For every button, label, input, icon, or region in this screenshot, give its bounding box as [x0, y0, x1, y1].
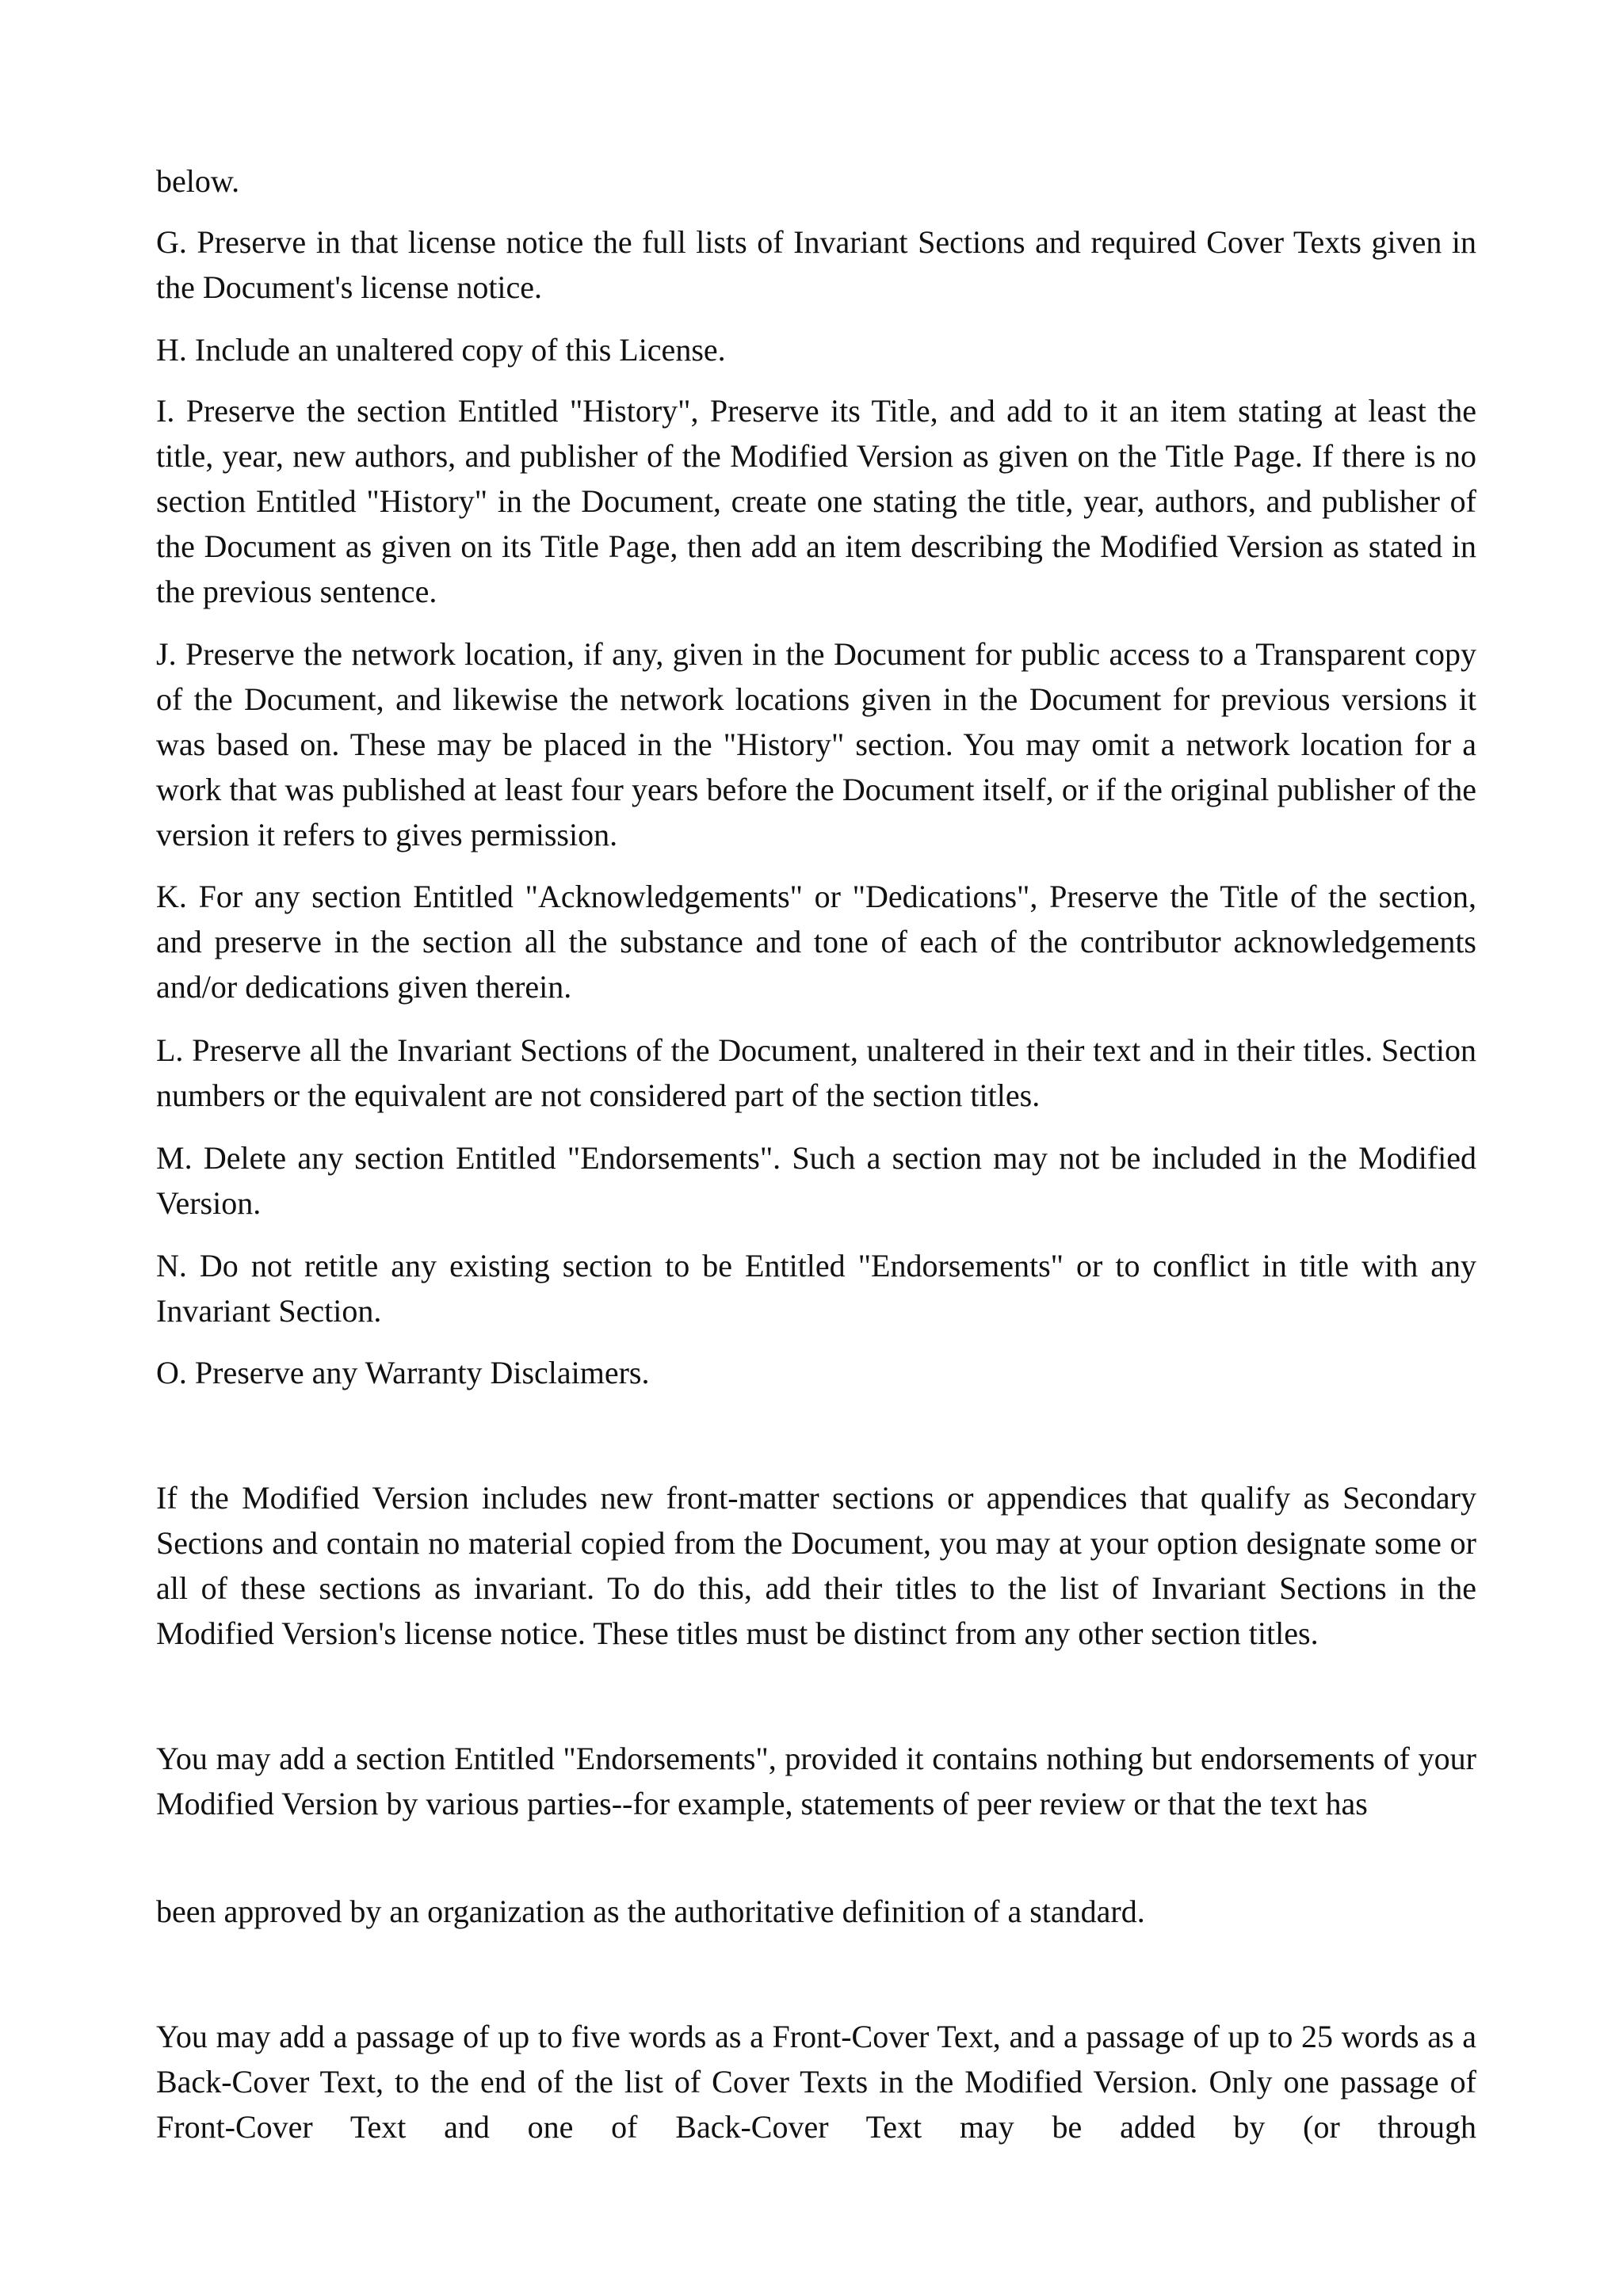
paragraph-item-i: I. Preserve the section Entitled "History", Preserve its Title, and add to it an item stating at least the title, year, new authors, and publisher of the Modified Version as given on the Title Page. If there is no section Entitled "History" in the Document, create one stating the title, year, authors, and publisher of the Document as given on its Title Page, then add an item describing the Modified Version as stated in the previous sentence. — [156, 393, 1476, 609]
paragraph-item-n: N. Do not retitle any existing section to be Entitled "Endorsements" or to conflict in title with any Invariant Section. — [156, 1248, 1476, 1329]
paragraph-item-h: H. Include an unaltered copy of this License. — [156, 332, 726, 368]
paragraph-endorsements: You may add a section Entitled "Endorsements", provided it contains nothing but endorsements of your Modified Version by various parties--for example, statements of peer review or that the text has — [156, 1741, 1476, 1821]
paragraph-endorsements-continuation: been approved by an organization as the authoritative definition of a standard. — [156, 1894, 1145, 1929]
paragraph-item-k: K. For any section Entitled "Acknowledgements" or "Dedications", Preserve the Title of the section, and preserve in the section all the substance and tone of each of the contributor acknowledgements and/or dedications given therein. — [156, 879, 1476, 1005]
paragraph-item-o: O. Preserve any Warranty Disclaimers. — [156, 1355, 650, 1390]
paragraph-item-l: L. Preserve all the Invariant Sections of the Document, unaltered in their text and in their titles. Section numbers or the equivalent are not considered part of the section titles. — [156, 1032, 1476, 1113]
paragraph-item-m: M. Delete any section Entitled "Endorsements". Such a section may not be included in the Modified Version. — [156, 1140, 1476, 1221]
paragraph-cover-texts: You may add a passage of up to five words as a Front-Cover Text, and a passage of up to 25 words as a Back-Cover Text, to the end of the list of Cover Texts in the Modified Version. Only one passage of Front-Cover Text and one of Back-Cover Text may be added by (or through — [156, 2019, 1476, 2145]
paragraph-continuation: below. — [156, 163, 240, 199]
paragraph-secondary-sections: If the Modified Version includes new front-matter sections or appendices that qualify as Secondary Sections and contain no material copied from the Document, you may at your option designate some or all of these sections as invariant. To do this, add their titles to the list of Invariant Sections in the Modified Version's license notice. These titles must be distinct from any other section titles. — [156, 1480, 1476, 1651]
paragraph-item-j: J. Preserve the network location, if any, given in the Document for public access to a Transparent copy of the Document, and likewise the network locations given in the Document for previous versions it was based on. These may be placed in the "History" section. You may omit a network location for a work that was published at least four years before the Document itself, or if the original publisher of the version it refers to gives permission. — [156, 636, 1476, 852]
paragraph-item-g: G. Preserve in that license notice the full lists of Invariant Sections and required Cover Texts given in the Document's license notice. — [156, 224, 1476, 305]
